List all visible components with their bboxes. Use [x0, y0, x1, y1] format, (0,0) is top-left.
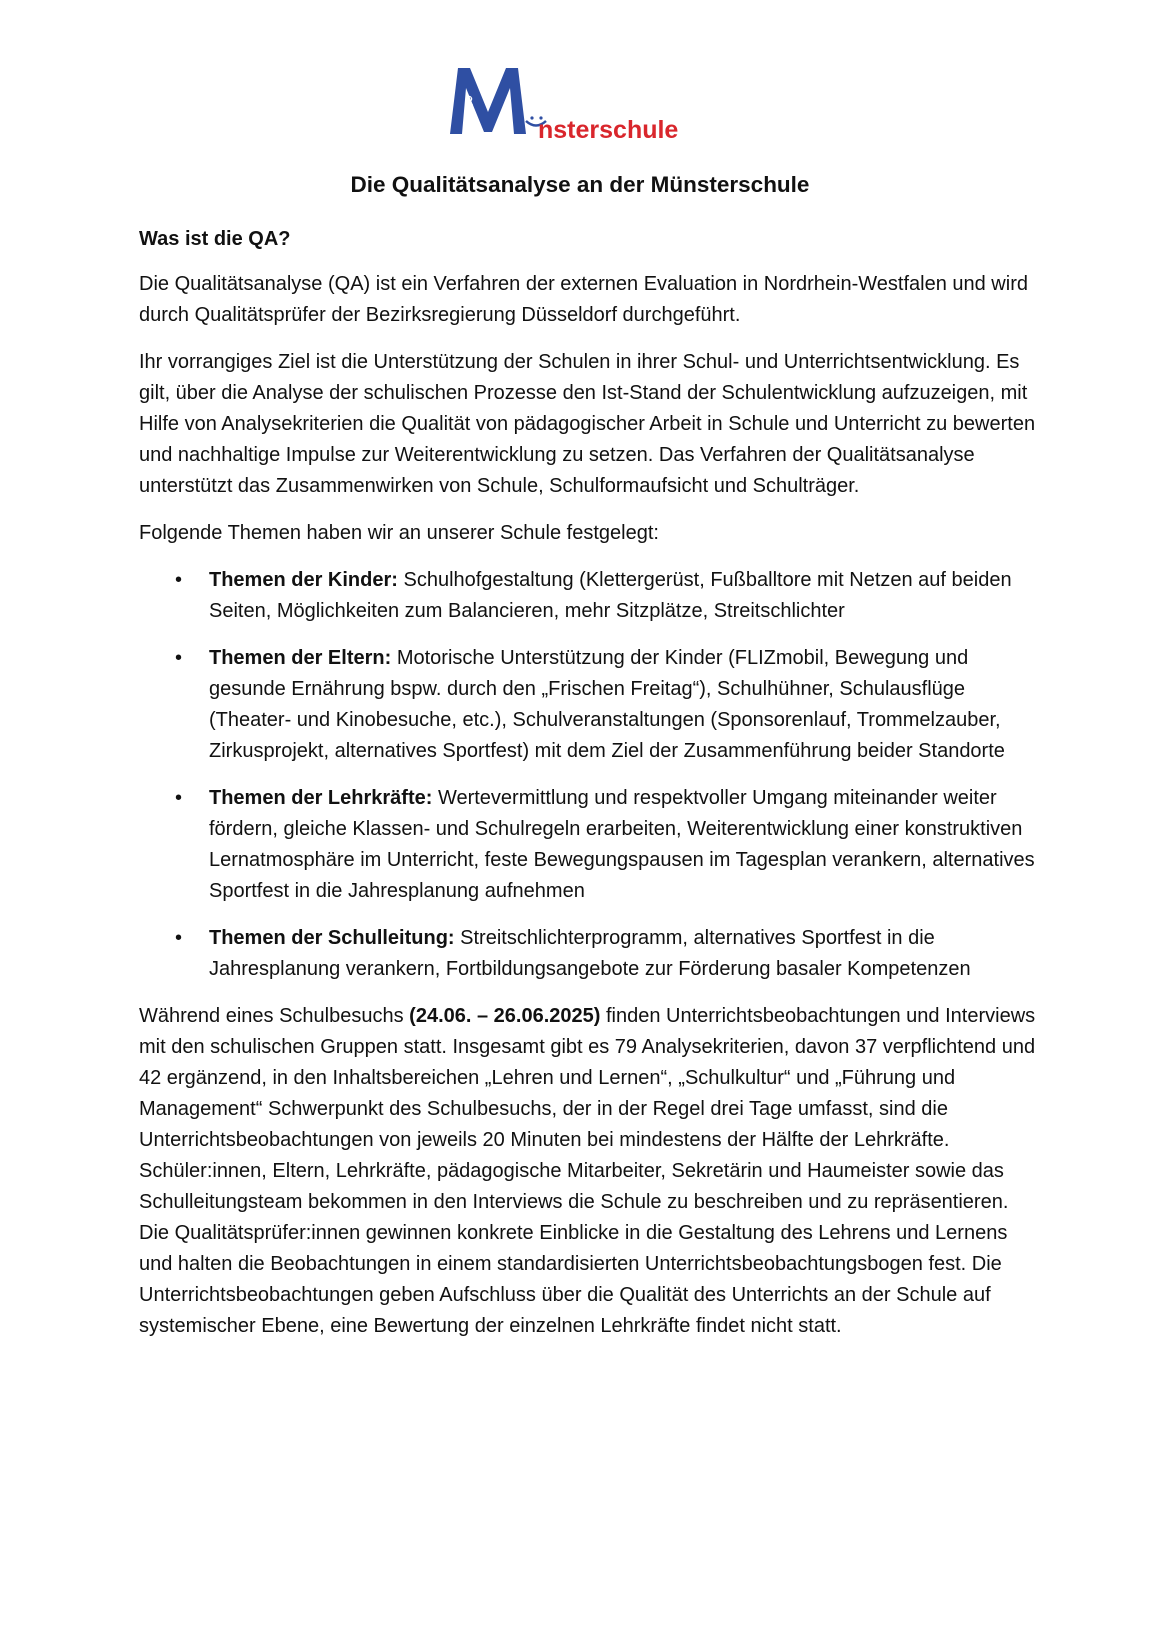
visit-dates: (24.06. – 26.06.2025) [409, 1005, 601, 1027]
bullet-icon: • [175, 569, 183, 591]
list-item [139, 565, 1039, 627]
visit-section [139, 1001, 1039, 1342]
bullet-icon: • [175, 647, 183, 669]
topic-label: Themen der Schulleitung: [209, 927, 455, 949]
closing-paragraph: Die Qualitätsprüfer:innen gewinnen konkrete Einblicke in die Gestaltung des Lehrens und Lernens und halten die Beobachtungen in einem standardisierten Unterrichtsbeobachtungsbogen fest. Die Unterrichtsbeobachtungen geben Aufschluss über die Qualität des Unterrichts an der Schule auf systemischer Ebene, eine Bewertung der einzelnen Lehrkräfte findet nicht statt. [139, 1222, 1008, 1337]
visit-paragraph [139, 1001, 1039, 1156]
goal-paragraph: Ihr vorrangiges Ziel ist die Unterstützung der Schulen in ihrer Schul- und Unterrichtsentwicklung. Es gilt, über die Analyse der schulischen Prozesse den Ist-Stand der Schulentwicklung aufzuzeigen, mit Hilfe von Analysekriterien die Qualität von pädagogischer Arbeit in Schule und Unterricht zu bewerten und nachhaltige Impulse zur Weiterentwicklung zu setzen. Das Verfahren der Qualitätsanalyse unterstützt das Zusammenwirken von Schule, Schulformaufsicht und Schulträger. [139, 351, 1036, 497]
topic-label: Themen der Lehrkräfte: [209, 787, 433, 809]
topic-text: Motorische Unterstützung der Kinder (FLIZmobil, Bewegung und gesunde Ernährung bspw. durch den „Frischen Freitag“), Schulhühner, Schulausflüge (Theater- und Kinobesuche, etc.), Schulveranstaltungen (Sponsorenlauf, Trommelzauber, Zirkusprojekt, alternatives Sportfest) mit dem Ziel der Zusammenführung beider Standorte [209, 647, 1005, 762]
list-item [139, 923, 1039, 985]
list-item [139, 783, 1039, 907]
visit-text-before: Während eines Schulbesuchs [139, 1005, 410, 1027]
document-body [139, 224, 1039, 1342]
list-item [139, 643, 1039, 767]
logo-wordmark: nsterschule [538, 116, 679, 144]
topic-text: Schulhofgestaltung (Klettergerüst, Fußballtore mit Netzen auf beiden Seiten, Möglichkeiten zum Balancieren, mehr Sitzplätze, Streitschlichter [209, 569, 1012, 622]
page-title: Die Qualitätsanalyse an der Münsterschule [350, 172, 810, 197]
topic-label: Themen der Kinder: [209, 569, 398, 591]
topic-text: Wertevermittlung und respektvoller Umgang miteinander weiter fördern, gleiche Klassen- und Schulregeln erarbeiten, Weiterentwicklung einer konstruktiven Lernatmosphäre im Unterricht, feste Bewegungspausen im Tagesplan verankern, alternatives Sportfest in die Jahresplanung aufnehmen [209, 787, 1035, 902]
bullet-icon: • [175, 787, 183, 809]
topic-label: Themen der Eltern: [209, 647, 392, 669]
interviews-paragraph: Schüler:innen, Eltern, Lehrkräfte, pädagogische Mitarbeiter, Sekretärin und Haumeister sowie das Schulleitungsteam bekommen in den Interviews die Schule zu beschreiben und zu repräsentieren. [139, 1160, 1009, 1213]
topics-intro: Folgende Themen haben wir an unserer Schule festgelegt: [139, 522, 659, 544]
bullet-icon: • [175, 927, 183, 949]
topics-list [139, 565, 1039, 985]
intro-paragraph: Die Qualitätsanalyse (QA) ist ein Verfahren der externen Evaluation in Nordrhein-Westfalen und wird durch Qualitätsprüfer der Bezirksregierung Düsseldorf durchgeführt. [139, 273, 1028, 326]
visit-text-after: finden Unterrichtsbeobachtungen und Interviews mit den schulischen Gruppen statt. Insgesamt gibt es 79 Analysekriterien, davon 37 verpflichtend und 42 ergänzend, in den Inhaltsbereichen „Lehren und Lernen“, „Schulkultur“ und „Führung und Management“ Schwerpunkt des Schulbesuchs, der in der Regel drei Tage umfasst, sind die Unterrichtsbeobachtungen von jeweils 20 Minuten bei mindestens der Hälfte der Lehrkräfte. [139, 1005, 1036, 1151]
topic-text: Streitschlichterprogramm, alternatives Sportfest in die Jahresplanung verankern, Fortbildungsangebote zur Förderung basaler Kompetenzen [209, 927, 971, 980]
section-heading: Was ist die QA? [139, 228, 291, 250]
